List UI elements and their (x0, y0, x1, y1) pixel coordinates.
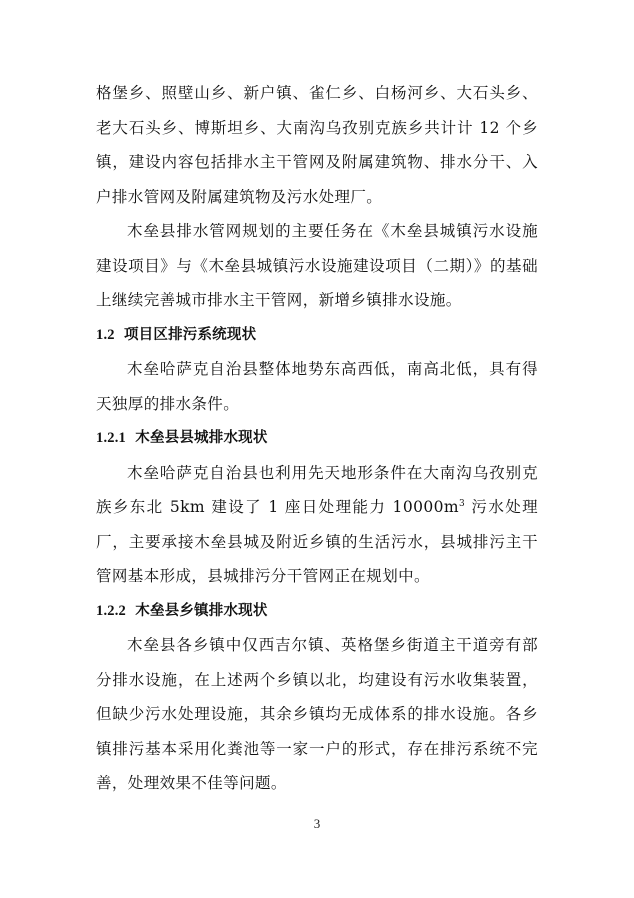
section-number: 1.2 (96, 326, 115, 343)
heading-section-1-2-1 (96, 421, 538, 456)
document-body (96, 76, 538, 801)
paragraph-township-drainage: 木垒县各乡镇中仅西吉尔镇、英格堡乡街道主干道旁有部分排水设施，在上述两个乡镇以北，均建设有污水收集装置，但缺少污水处理设施，其余乡镇均无成体系的排水设施。各乡镇排污基本采用化粪池等一家一户的形式，存在排污系统不完善，处理效果不佳等问题。 (96, 636, 538, 792)
heading-section-1-2-2 (96, 594, 538, 629)
section-title: 木垒县乡镇排水现状 (135, 602, 268, 619)
section-number: 1.2.2 (96, 602, 126, 619)
county-drainage-text-b: 污水处理厂，主要承接木垒县城及附近乡镇的生活污水，县城排污主干管网基本形成，县城排污分干管网正在规划中。 (96, 498, 538, 585)
superscript-three: 3 (458, 498, 466, 509)
section-title: 项目区排污系统现状 (123, 326, 257, 343)
section-number: 1.2.1 (96, 430, 126, 446)
paragraph-township-list: 格堡乡、照壁山乡、新户镇、雀仁乡、白杨河乡、大石头乡、老大石头乡、博斯坦乡、大南沟乌孜别克族乡共计计 12 个乡镇，建设内容包括排水主干管网及附属建筑物、排水分干、入户排水管网及附属建筑物及污水处理厂。 (96, 84, 538, 206)
paragraph-planning-task: 木垒县排水管网规划的主要任务在《木垒县城镇污水设施建设项目》与《木垒县城镇污水设施建设项目（二期）》的基础上继续完善城市排水主干管网，新增乡镇排水设施。 (96, 222, 538, 309)
paragraph-terrain: 木垒哈萨克自治县整体地势东高西低，南高北低，具有得天独厚的排水条件。 (96, 360, 538, 413)
heading-section-1-2 (96, 318, 538, 353)
paragraph-county-drainage (96, 456, 538, 594)
section-title: 木垒县县城排水现状 (135, 430, 268, 446)
page-number: 3 (313, 816, 321, 831)
county-drainage-text-a: 木垒哈萨克自治县也利用先天地形条件在大南沟乌孜别克族乡东北 5km 建设了 1 座日处理能力 10000m (96, 463, 538, 516)
